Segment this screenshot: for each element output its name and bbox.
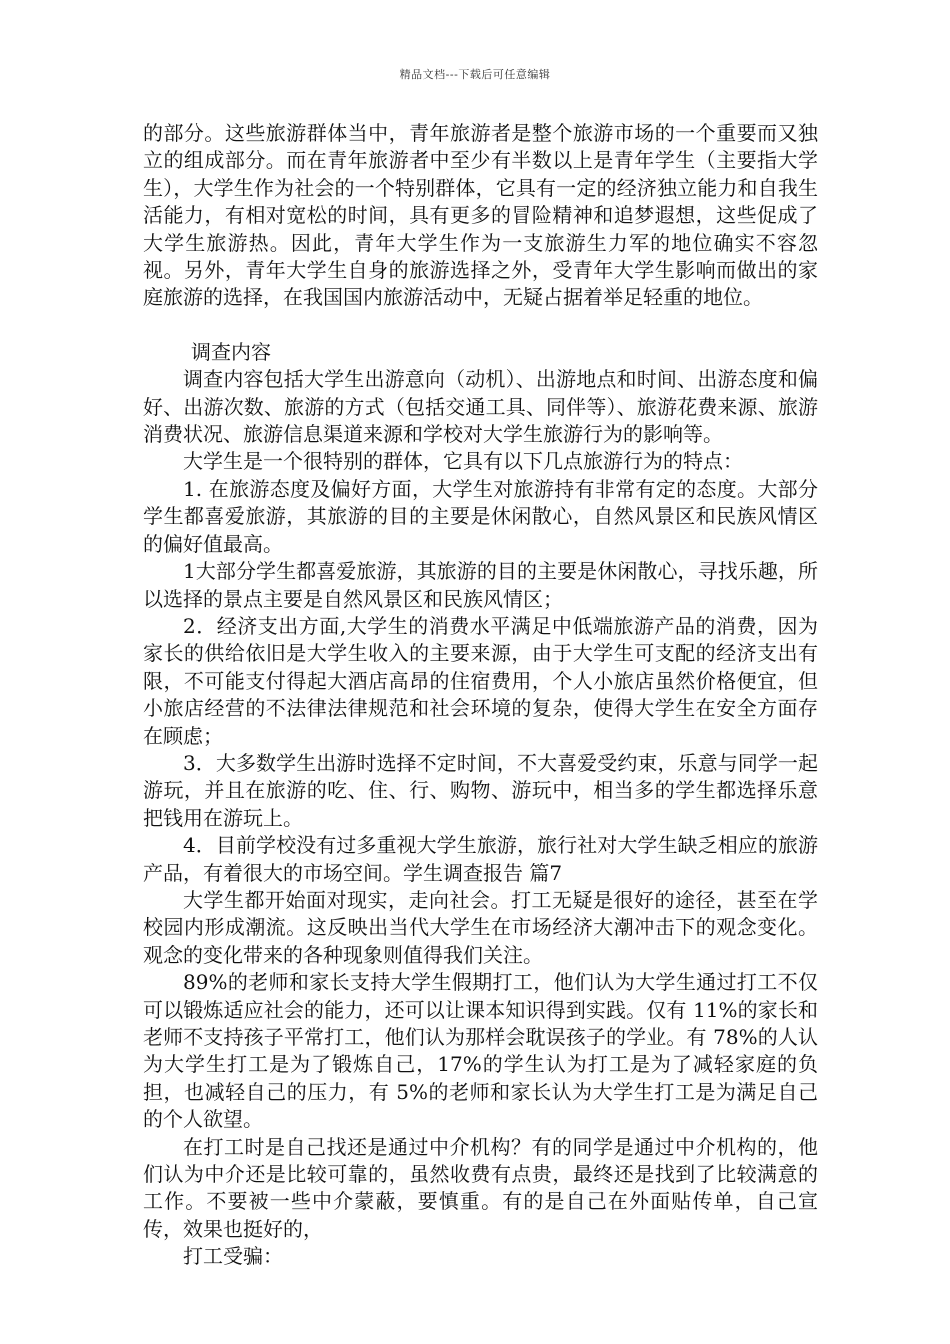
paragraph-agency: 在打工时是自己找还是通过中介机构？有的同学是通过中介机构的，他们认为中介还是比较可靠的，虽然收费有点贵，最终还是找到了比较满意的工作。不要被一些中介蒙蔽，要慎重。有的是自己在外面贴传单，自己宣传，效果也挺好的， [143, 1134, 818, 1241]
list-item-4: 4．目前学校没有过多重视大学生旅游，旅行社对大学生缺乏相应的旅游产品，有着很大的市场空间。学生调查报告 篇7 [143, 833, 818, 885]
section-heading: 调查内容 [191, 339, 271, 364]
paragraph-survey-content: 调查内容包括大学生出游意向（动机）、出游地点和时间、出游态度和偏好、出游次数、旅游的方式（包括交通工具、同伴等）、旅游花费来源、旅游消费状况、旅游信息渠道来源和学校对大学生旅游行为的影响等。 [143, 367, 818, 447]
list-item-1: 1. 在旅游态度及偏好方面，大学生对旅游持有非常有定的态度。大部分学生都喜爱旅游，其旅游的目的主要是休闲散心，自然风景区和民族风情区的偏好值最高。 [143, 476, 818, 556]
list-item-2: 2．经济支出方面,大学生的消费水平满足中低端旅游产品的消费，因为家长的供给依旧是大学生收入的主要来源，由于大学生可支配的经济支出有限，不可能支付得起大酒店高昂的住宿费用，个人小旅店虽然价格便宜，但小旅店经营的不法律法律规范和社会环境的复杂，使得大学生在安全方面存在顾虑； [143, 613, 818, 748]
paragraph-fraud-heading: 打工受骗： [183, 1244, 283, 1269]
page-header: 精品文档---下载后可任意编辑 [399, 68, 551, 81]
paragraph-intro-continued: 的部分。这些旅游群体当中，青年旅游者是整个旅游市场的一个重要而又独立的组成部分。而在青年旅游者中至少有半数以上是青年学生（主要指大学生），大学生作为社会的一个特别群体，它具有一定的经济独立能力和自我生活能力，有相对宽松的时间，具有更多的冒险精神和追梦遐想，这些促成了大学生旅游热。因此，青年大学生作为一支旅游生力军的地位确实不容忽视。另外，青年大学生自身的旅游选择之外，受青年大学生影响而做出的家庭旅游的选择，在我国国内旅游活动中，无疑占据着举足轻重的地位。 [143, 121, 818, 310]
document-body [143, 120, 818, 1271]
list-item-3: 3．大多数学生出游时选择不定时间，不大喜爱受约束，乐意与同学一起游玩，并且在旅游的吃、住、行、购物、游玩中，相当多的学生都选择乐意把钱用在游玩上。 [143, 750, 818, 830]
paragraph-statistics: 89%的老师和家长支持大学生假期打工，他们认为大学生通过打工不仅可以锻炼适应社会的能力，还可以让课本知识得到实践。仅有 11%的家长和老师不支持孩子平常打工，他们认为那样会耽误孩子的学业。有 78%的人认为大学生打工是为了锻炼自己，17%的学生认为打工是为了减轻家庭的负担，也减轻自己的压力，有 5%的老师和家长认为大学生打工是为满足自己的个人欲望。 [143, 970, 818, 1132]
paragraph-part-time-intro: 大学生都开始面对现实，走向社会。打工无疑是很好的途径，甚至在学校园内形成潮流。这反映出当代大学生在市场经济大潮冲击下的观念变化。观念的变化带来的各种现象则值得我们关注。 [143, 887, 818, 967]
paragraph-characteristics-intro: 大学生是一个很特别的群体，它具有以下几点旅游行为的特点： [183, 449, 743, 474]
list-item-1b: 1大部分学生都喜爱旅游，其旅游的目的主要是休闲散心，寻找乐趣，所以选择的景点主要是自然风景区和民族风情区； [143, 559, 818, 611]
